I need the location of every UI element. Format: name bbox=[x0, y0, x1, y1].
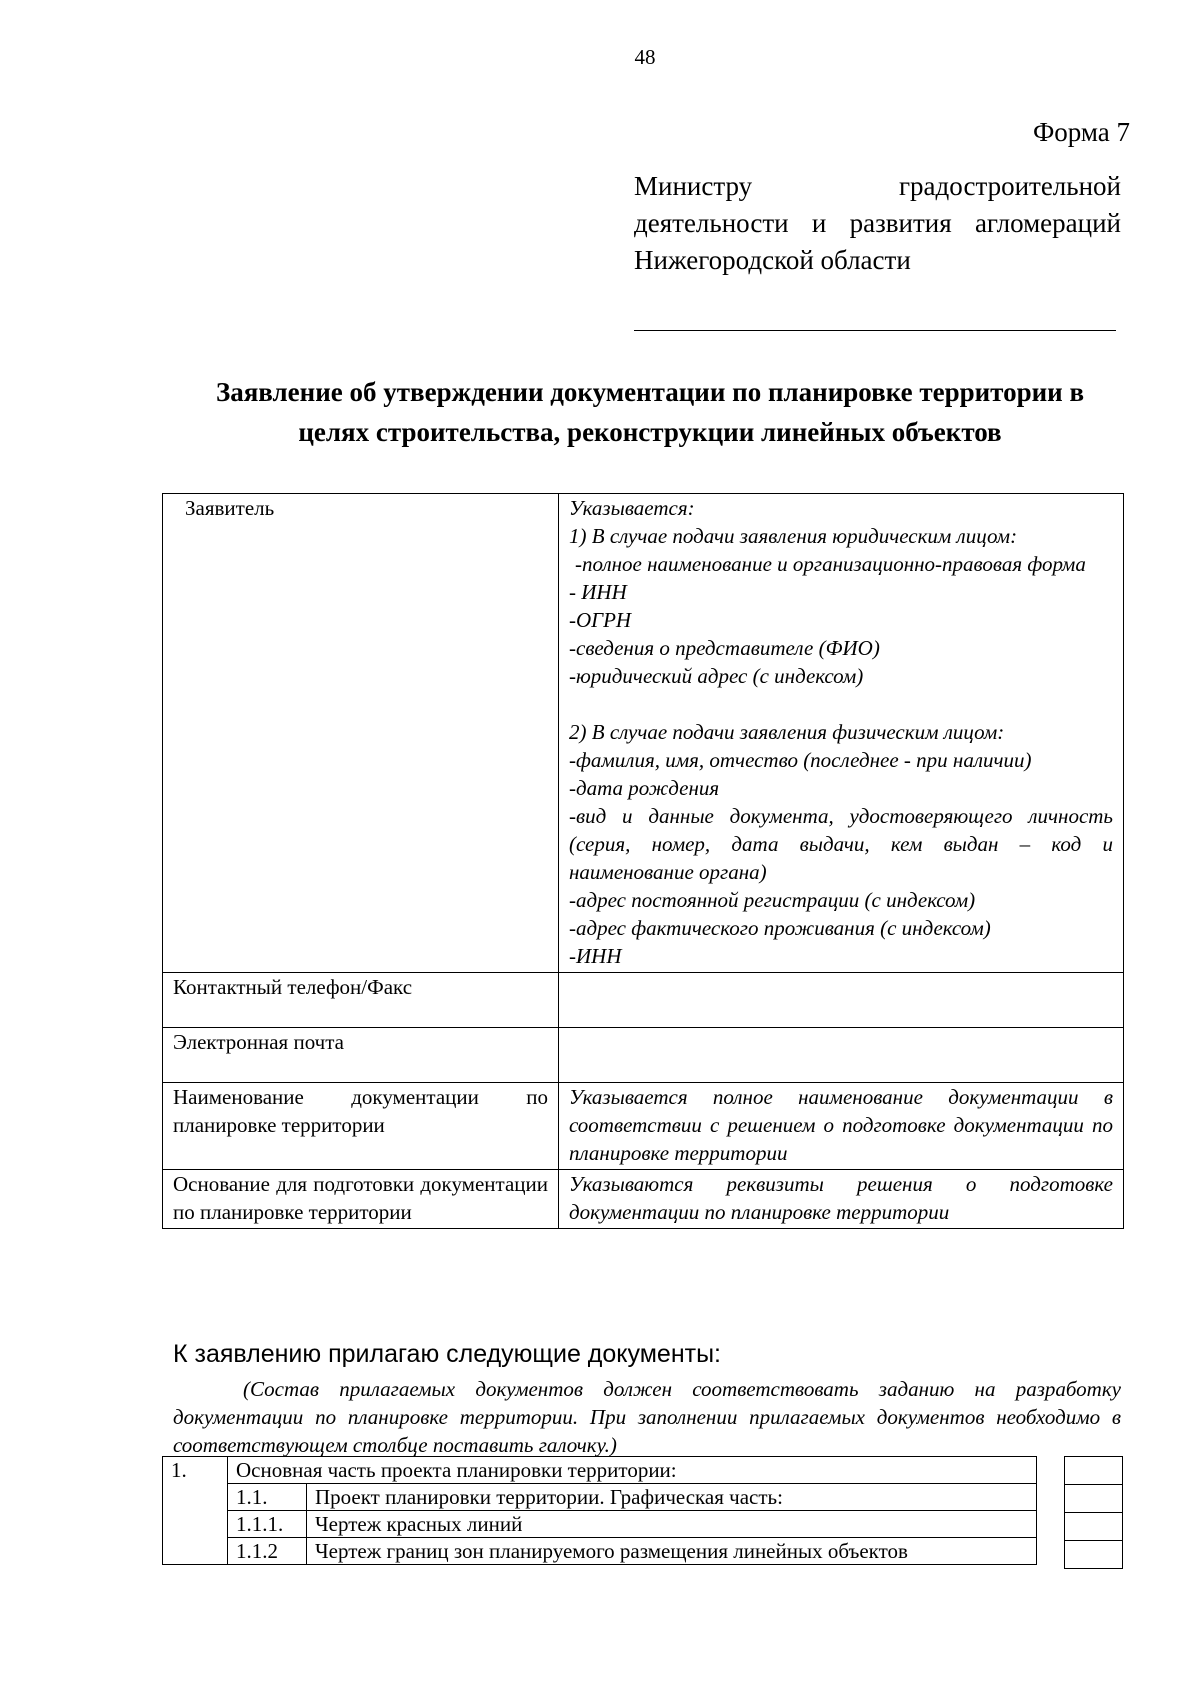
table-row bbox=[163, 1170, 1124, 1229]
list-item: -дата рождения bbox=[569, 776, 720, 800]
addressee-line: Нижегородской области bbox=[634, 245, 911, 275]
row-label: Проект планировки территории. Графическая часть: bbox=[307, 1484, 1037, 1511]
application-table bbox=[162, 493, 1124, 1229]
doc-name-note: Указывается полное наименование документации в соответствии с решением о подготовке документации по планировке территории bbox=[569, 1085, 1113, 1165]
list-item: -сведения о представителе (ФИО) bbox=[569, 636, 880, 660]
list-item: - ИНН bbox=[569, 580, 627, 604]
individual-heading: 2) В случае подачи заявления физическим лицом: bbox=[569, 720, 1005, 744]
phone-label: Контактный телефон/Факс bbox=[173, 975, 413, 999]
list-item: -адрес фактического проживания (с индексом) bbox=[569, 916, 991, 940]
basis-note: Указываются реквизиты решения о подготовке документации по планировке территории bbox=[569, 1172, 1113, 1224]
table-row bbox=[163, 494, 1124, 973]
row-label: Чертеж границ зон планируемого размещения линейных объектов bbox=[307, 1538, 1037, 1565]
doc-name-label-cell bbox=[163, 1083, 559, 1170]
checkbox-cell[interactable] bbox=[1065, 1485, 1123, 1513]
row-number: 1. bbox=[163, 1457, 228, 1565]
table-row bbox=[163, 1457, 1037, 1484]
document-title-line: Заявление об утверждении документации по планировке территории в bbox=[215, 377, 1085, 407]
applicant-label-cell bbox=[163, 494, 559, 973]
signature-line[interactable] bbox=[634, 330, 1116, 331]
row-number: 1.1.1. bbox=[228, 1511, 307, 1538]
list-item: -ОГРН bbox=[569, 608, 632, 632]
basis-label-cell bbox=[163, 1170, 559, 1229]
phone-value-cell[interactable] bbox=[559, 973, 1124, 1028]
list-item: -фамилия, имя, отчество (последнее - при наличии) bbox=[569, 748, 1032, 772]
row-number: 1.1.2 bbox=[228, 1538, 307, 1565]
checkbox-cell[interactable] bbox=[1065, 1541, 1123, 1569]
spacer bbox=[569, 690, 1113, 718]
basis-label: Основание для подготовки документации по планировке территории bbox=[173, 1172, 548, 1224]
table-row bbox=[163, 1511, 1037, 1538]
attachments-heading: К заявлению прилагаю следующие документы: bbox=[173, 1340, 721, 1368]
applicant-value-cell[interactable] bbox=[559, 494, 1124, 973]
email-label-cell bbox=[163, 1028, 559, 1083]
table-row bbox=[163, 1538, 1037, 1565]
list-item: -полное наименование и организационно-правовая форма bbox=[575, 552, 1086, 576]
table-row bbox=[163, 1484, 1037, 1511]
list-item: -юридический адрес (с индексом) bbox=[569, 664, 864, 688]
checkbox-cell[interactable] bbox=[1065, 1457, 1123, 1485]
attachments-table bbox=[162, 1456, 1037, 1565]
list-item: -адрес постоянной регистрации (с индексом) bbox=[569, 888, 976, 912]
document-title-line: целях строительства, реконструкции линейных объектов bbox=[298, 417, 1002, 447]
addressee-block bbox=[634, 168, 1121, 279]
applicant-label: Заявитель bbox=[185, 496, 275, 520]
table-row bbox=[163, 1028, 1124, 1083]
doc-name-value-cell[interactable] bbox=[559, 1083, 1124, 1170]
form-label: Форма 7 bbox=[1032, 117, 1130, 147]
addressee-line: Министру градостроительной bbox=[634, 171, 1121, 201]
checkbox-cell[interactable] bbox=[1065, 1513, 1123, 1541]
addressee-line: деятельности и развития агломераций bbox=[634, 208, 1121, 238]
attachments-note bbox=[173, 1375, 1121, 1459]
email-label: Электронная почта bbox=[173, 1030, 344, 1054]
phone-label-cell bbox=[163, 973, 559, 1028]
attachments-note-text: (Состав прилагаемых документов должен соответствовать заданию на разработку документации по планировке территории. При заполнении прилагаемых документов необходимо в соответствующем столбце поставить галочку.) bbox=[173, 1377, 1121, 1457]
list-item: -вид и данные документа, удостоверяющего личность (серия, номер, дата выдачи, кем выдан – код и наименование органа) bbox=[569, 804, 1113, 884]
basis-value-cell[interactable] bbox=[559, 1170, 1124, 1229]
row-label: Основная часть проекта планировки территории: bbox=[228, 1457, 1037, 1484]
list-item: -ИНН bbox=[569, 944, 622, 968]
doc-name-label: Наименование документации по планировке территории bbox=[173, 1085, 548, 1137]
checkmark-column bbox=[1064, 1456, 1123, 1569]
email-value-cell[interactable] bbox=[559, 1028, 1124, 1083]
page-number: 48 bbox=[634, 45, 656, 69]
legal-entity-heading: 1) В случае подачи заявления юридическим лицом: bbox=[569, 524, 1018, 548]
document-title bbox=[150, 372, 1150, 452]
row-number: 1.1. bbox=[228, 1484, 307, 1511]
table-row bbox=[163, 1083, 1124, 1170]
instruction-header: Указывается: bbox=[569, 496, 695, 520]
table-row bbox=[163, 973, 1124, 1028]
row-label: Чертеж красных линий bbox=[307, 1511, 1037, 1538]
